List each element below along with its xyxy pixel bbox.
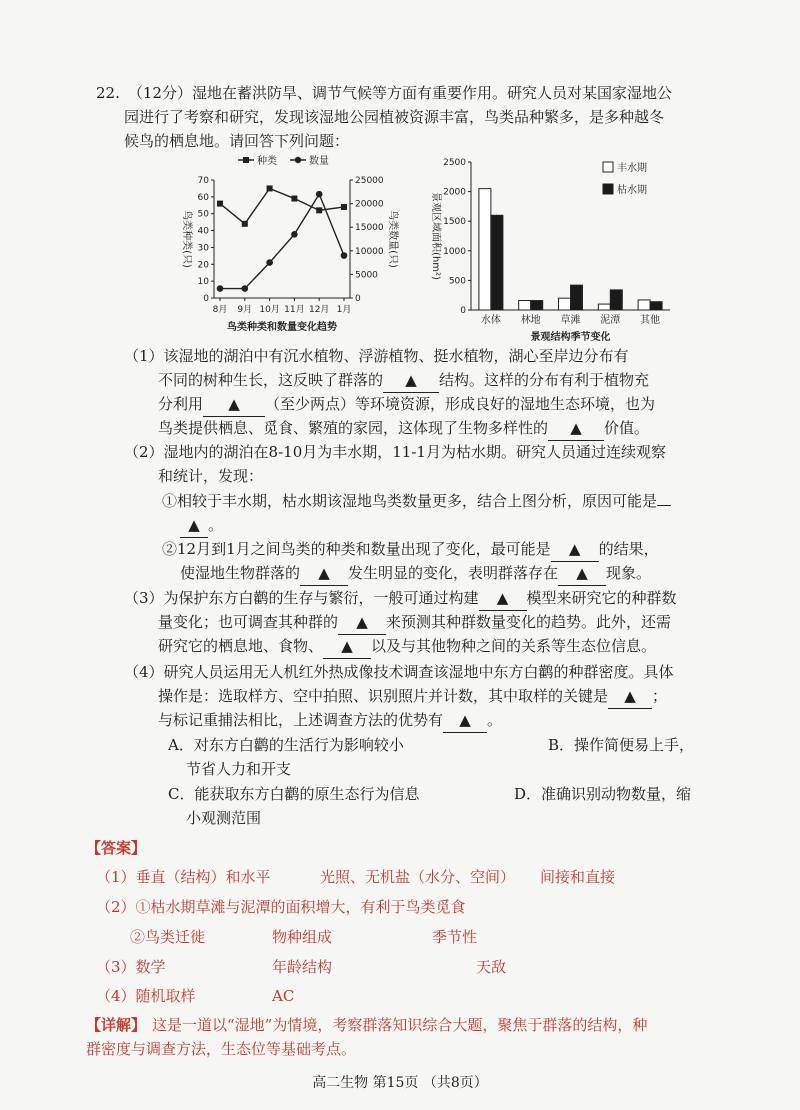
bar-枯水期 (531, 301, 543, 310)
y-tick-label: 2000 (443, 187, 466, 198)
y-tick-label: 50 (197, 209, 209, 220)
data-point-circle (217, 285, 224, 292)
chart-title: 鸟类种类和数量变化趋势 (227, 322, 337, 333)
series-line-数量 (220, 194, 344, 288)
y-tick-label: 1500 (443, 217, 466, 228)
bar-丰水期 (519, 301, 531, 310)
line-chart-bird-species-count (170, 148, 415, 348)
y-tick-label: 0 (460, 306, 466, 316)
answer-blank[interactable]: ▲ (608, 684, 652, 709)
option-b: B．操作简便易上手， (548, 736, 695, 754)
page-footer: 高二生物 第15页 （共8页） (312, 1075, 488, 1091)
answer-1b: 光照、无机盐（水分、空间） (320, 868, 516, 886)
y2-tick-label: 5000 (355, 270, 378, 281)
option-d-cont: 小观测范围 (186, 809, 262, 827)
y-axis-label: 鸟类种类(只) (181, 210, 192, 268)
y2-axis-label: 鸟类数量(只) (387, 210, 398, 268)
answer-blank[interactable]: ▲ (479, 586, 527, 611)
y-tick-label: 20 (197, 260, 209, 271)
y-tick-label: 60 (197, 192, 209, 203)
x-tick-label: 8月 (212, 305, 228, 315)
bar-丰水期 (559, 298, 571, 310)
answer-heading: 【答案】 (86, 839, 147, 857)
y-tick-label: 0 (203, 294, 209, 304)
x-tick-label: 林地 (520, 315, 541, 326)
question-header (96, 81, 672, 105)
q2-line-6: 使湿地生物群落的 ▲ 发生明显的变化，表明群落存在 ▲ 现象。 (180, 561, 651, 586)
q4-line-1: （4）研究人员运用无人机红外热成像技术调查该湿地中东方白鹳的种群密度。具体 (124, 663, 674, 681)
y2-tick-label: 15000 (355, 223, 384, 234)
answer-blank[interactable]: ▲ (180, 513, 208, 538)
y-tick-label: 500 (448, 276, 466, 287)
q3-line-3: 研究它的栖息地、食物、 ▲ 以及与其他物种之间的关系等生态位信息。 (158, 634, 656, 659)
option-c: C．能获取东方白鹳的原生态行为信息 (168, 785, 420, 803)
q1-line-2: 不同的树种生长，这反映了群落的 ▲ 结构。这样的分布有利于植物充 (158, 368, 649, 393)
x-tick-label: 1月 (336, 305, 352, 315)
legend-marker-circle (295, 157, 301, 163)
answer-4a: （4）随机取样 (96, 987, 196, 1005)
answer-2-2a: ②鸟类迁徙 (130, 928, 206, 946)
q2-line-3: ①相较于丰水期，枯水期该湿地鸟类数量更多，结合上图分析，原因可能是 (162, 489, 671, 513)
q3-line-1: （3）为保护东方白鹳的生存与繁衍，一般可通过构建 ▲ 模型来研究它的种群数 (124, 586, 677, 611)
x-tick-label: 11月 (284, 305, 305, 315)
x-tick-label: 12月 (308, 305, 330, 315)
answer-2-2c: 季节性 (432, 928, 478, 946)
series-line-种类 (220, 188, 344, 223)
legend-label: 数量 (309, 156, 329, 167)
q1-line-1: （1）该湿地的湖泊中有沉水植物、浮游植物、挺水植物，湖心至岸边分布有 (124, 347, 629, 365)
q4-line-2: 操作是：选取样方、空中拍照、识别照片并计数，其中取样的关键是 ▲ ； (158, 684, 667, 709)
question-score: （12分） (127, 84, 192, 102)
answer-blank[interactable]: ▲ (383, 368, 439, 393)
data-point-square (316, 207, 322, 213)
legend-swatch (603, 184, 613, 194)
x-tick-label: 草滩 (560, 315, 581, 326)
answer-1c: 间接和直接 (540, 868, 616, 886)
answer-blank[interactable]: ▲ (300, 561, 348, 586)
y2-tick-label: 10000 (355, 246, 384, 257)
bar-丰水期 (638, 300, 650, 310)
answer-4b: AC (272, 987, 295, 1005)
data-point-circle (266, 259, 273, 266)
answer-blank[interactable]: ▲ (323, 634, 371, 659)
bar-枯水期 (491, 215, 503, 310)
bar-chart-landscape-area (425, 152, 685, 348)
x-tick-label: 水体 (480, 315, 501, 326)
x-tick-label: 10月 (259, 305, 280, 315)
x-tick-label: 9月 (237, 305, 253, 315)
answer-blank[interactable]: ▲ (558, 561, 606, 586)
answer-blank[interactable]: ▲ (203, 392, 265, 417)
answer-blank[interactable]: ▲ (551, 537, 599, 562)
q2-line-2: 和统计，发现： (158, 467, 264, 485)
answer-3b: 年龄结构 (272, 958, 333, 976)
option-a-cont: 节省人力和开支 (186, 760, 292, 778)
y-tick-label: 2500 (443, 158, 466, 168)
answer-1: （1）垂直（结构）和水平 (96, 868, 271, 886)
answer-blank-start[interactable] (657, 505, 671, 506)
data-point-circle (291, 231, 298, 238)
y-tick-label: 10 (197, 277, 209, 288)
chart-title: 景观结构季节变化 (530, 332, 611, 343)
intro-line-3: 候鸟的栖息地。请回答下列问题： (124, 132, 350, 150)
q2-line-4: ▲ 。 (180, 513, 223, 538)
intro-line-1: 湿地在蓄洪防旱、调节气候等方面有重要作用。研究人员对某国家湿地公 (191, 84, 672, 102)
answer-3c: 天敌 (476, 958, 507, 976)
bar-丰水期 (479, 189, 491, 310)
detail-line-2: 群密度与调查方法，生态位等基础考点。 (86, 1040, 357, 1058)
answer-3a: （3）数学 (96, 958, 166, 976)
data-point-circle (316, 191, 323, 198)
x-tick-label: 泥潭 (600, 315, 621, 326)
bar-枯水期 (650, 302, 662, 310)
option-d: D．准确识别动物数量，缩 (514, 785, 692, 803)
detail-line-1: 【详解】 这是一道以“湿地”为情境，考察群落知识综合大题，聚焦于群落的结构，种 (86, 1016, 648, 1034)
answer-blank[interactable]: ▲ (443, 708, 487, 733)
y2-tick-label: 25000 (355, 176, 384, 186)
y2-tick-label: 0 (355, 294, 361, 304)
intro-line-2: 园进行了考察和研究，发现该湿地公园植被资源丰富，鸟类品种繁多，是多种越冬 (124, 108, 665, 126)
legend-label: 种类 (257, 156, 277, 167)
q3-line-2: 量变化；也可调查其种群的 ▲ 来预测其种群数量变化的趋势。此外，还需 (158, 610, 671, 635)
option-a: A．对东方白鹳的生活行为影响较小 (168, 736, 404, 754)
data-point-circle (242, 285, 249, 292)
q2-line-5: ②12月到1月之间鸟类的种类和数量出现了变化，最可能是 ▲ 的结果， (162, 537, 659, 562)
data-point-square (242, 221, 248, 227)
q4-line-3: 与标记重捕法相比，上述调查方法的优势有 ▲ 。 (158, 708, 502, 733)
y-tick-label: 30 (197, 243, 209, 254)
y-tick-label: 1000 (443, 246, 466, 257)
bar-枯水期 (610, 290, 622, 310)
answer-2-2b: 物种组成 (272, 928, 333, 946)
bar-枯水期 (571, 285, 583, 310)
question-number: 22. (96, 84, 120, 102)
q2-line-1: （2）湿地内的湖泊在8-10月为丰水期，11-1月为枯水期。研究人员通过连续观察 (124, 443, 666, 461)
answer-2-1: （2）①枯水期草滩与泥潭的面积增大，有利于鸟类觅食 (96, 898, 466, 916)
answer-blank[interactable]: ▲ (548, 416, 604, 441)
q1-line-4: 鸟类提供栖息、觅食、繁殖的家园，这体现了生物多样性的 ▲ 价值。 (158, 416, 649, 441)
legend-label: 丰水期 (617, 163, 647, 174)
data-point-square (217, 201, 223, 207)
y-tick-label: 40 (197, 226, 209, 237)
q1-line-3: 分利用 ▲ （至少两点）等环境资源，形成良好的湿地生态环境，也为 (158, 392, 655, 417)
y2-tick-label: 20000 (355, 199, 384, 210)
y-tick-label: 70 (197, 176, 209, 186)
y-axis-label: 景观区域面积(hm²) (430, 192, 441, 280)
data-point-circle (341, 252, 348, 259)
legend-swatch (603, 162, 613, 172)
data-point-square (291, 196, 297, 202)
data-point-square (267, 185, 273, 191)
legend-marker-square (243, 157, 249, 163)
legend-label: 枯水期 (617, 185, 647, 196)
answer-blank[interactable]: ▲ (338, 610, 386, 635)
x-tick-label: 其他 (640, 315, 661, 326)
data-point-square (341, 204, 347, 210)
bar-丰水期 (598, 304, 610, 310)
